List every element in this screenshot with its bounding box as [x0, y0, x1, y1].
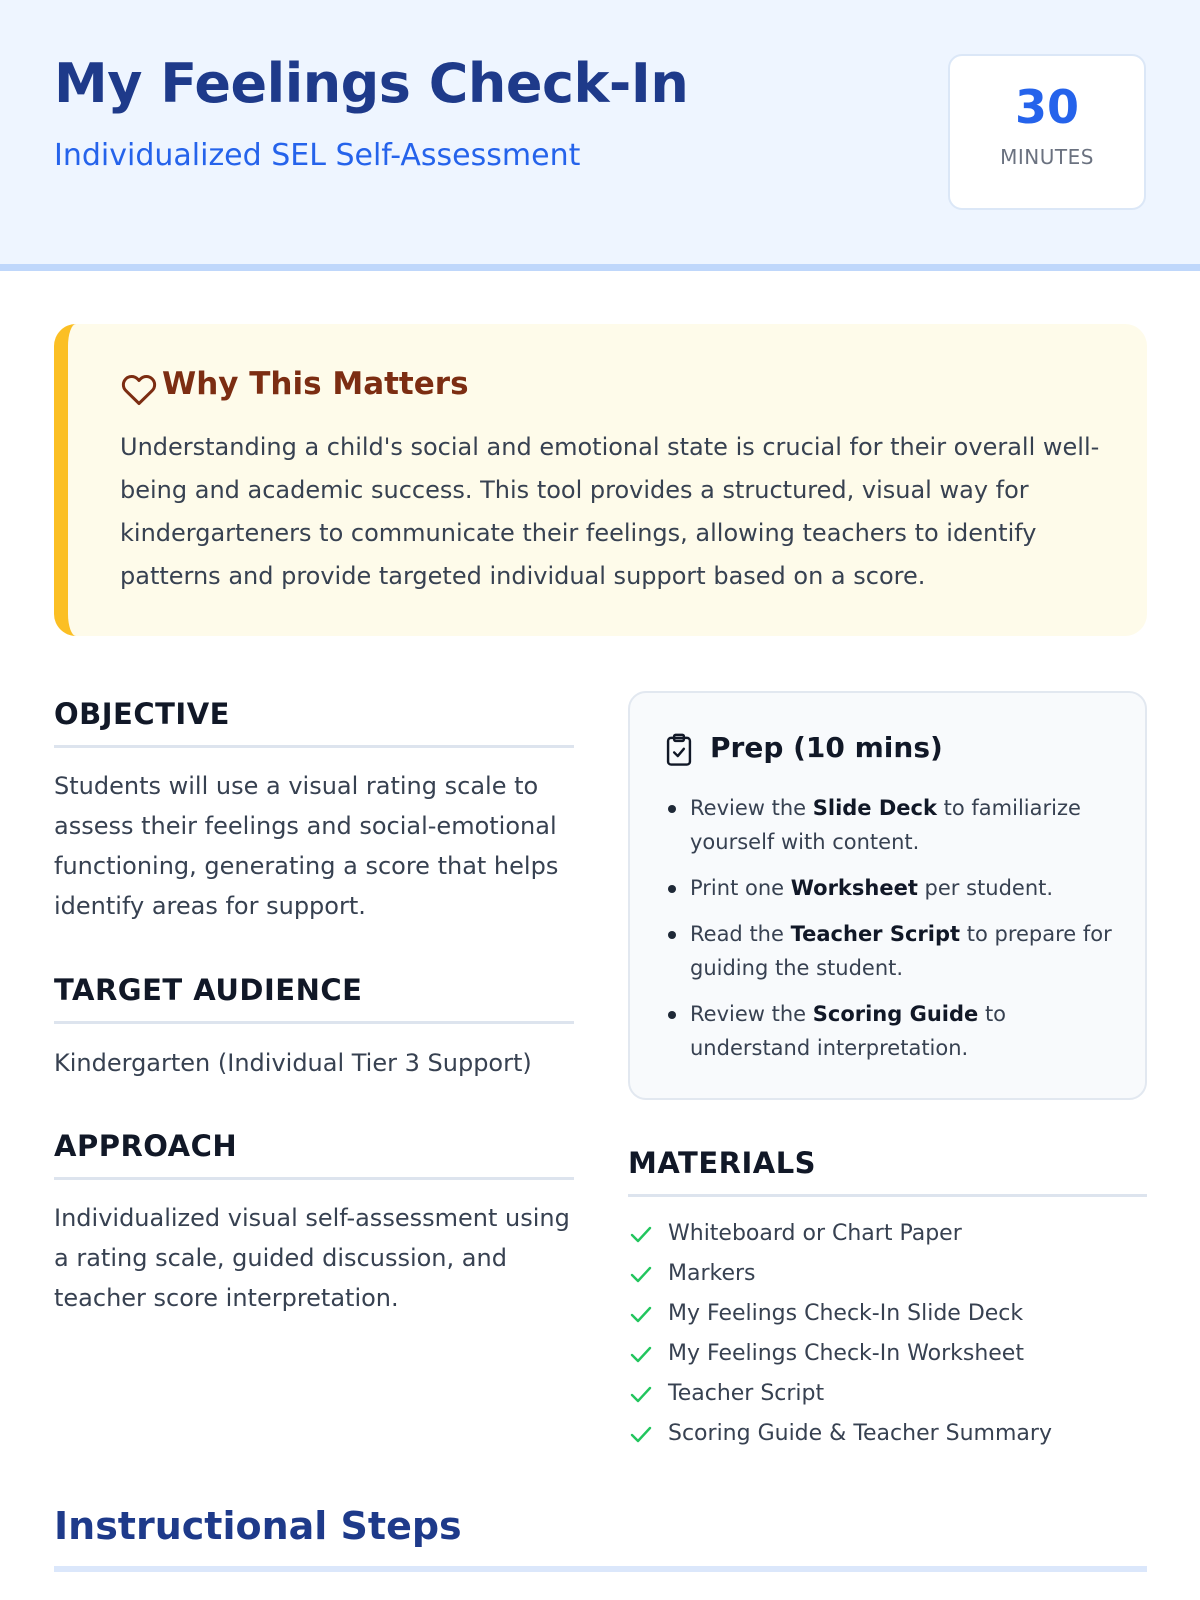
- target-audience-text: Kindergarten (Individual Tier 3 Support): [54, 1049, 532, 1077]
- page-title: My Feelings Check-In: [54, 52, 689, 115]
- heart-icon: [120, 372, 158, 408]
- prep-item: Review the Scoring Guide to understand interpretation.: [690, 997, 1130, 1065]
- materials-list: [628, 1214, 1147, 1454]
- materials-heading: MATERIALS: [628, 1146, 1147, 1197]
- prep-list: [690, 791, 1130, 1077]
- prep-item: Review the Slide Deck to familiarize yourself with content.: [690, 791, 1130, 859]
- material-item: Whiteboard or Chart Paper: [628, 1214, 1147, 1254]
- clipboard-check-icon: [664, 733, 694, 767]
- objective-text: Students will use a visual rating scale to assess their feelings and social-emotional functioning, generating a score that helps identify areas for support.: [54, 772, 559, 920]
- why-title: Why This Matters: [162, 366, 469, 402]
- prep-item: Read the Teacher Script to prepare for guiding the student.: [690, 917, 1130, 985]
- material-item: Markers: [628, 1254, 1147, 1294]
- why-header: [162, 366, 469, 402]
- prep-title: Prep (10 mins): [710, 731, 943, 764]
- material-item: Teacher Script: [628, 1374, 1147, 1414]
- material-item: My Feelings Check-In Worksheet: [628, 1334, 1147, 1374]
- checkmark-icon: [630, 1306, 652, 1323]
- duration-card: [948, 54, 1146, 210]
- objective-heading: OBJECTIVE: [54, 697, 574, 748]
- prep-card: [628, 691, 1147, 1100]
- material-item: My Feelings Check-In Slide Deck: [628, 1294, 1147, 1334]
- checkmark-icon: [630, 1346, 652, 1363]
- checkmark-icon: [630, 1226, 652, 1243]
- instructional-steps-heading: Instructional Steps: [54, 1504, 1147, 1572]
- header: [0, 0, 1200, 271]
- prep-item: Print one Worksheet per student.: [690, 871, 1130, 905]
- approach-text: Individualized visual self-assessment using a rating scale, guided discussion, and teacher score interpretation.: [54, 1204, 570, 1312]
- target-audience-heading: TARGET AUDIENCE: [54, 973, 574, 1024]
- checkmark-icon: [630, 1266, 652, 1283]
- duration-unit: MINUTES: [1000, 144, 1094, 169]
- why-this-matters-callout: [54, 324, 1147, 636]
- checkmark-icon: [630, 1426, 652, 1443]
- why-text: Understanding a child's social and emotional state is crucial for their overall well-being and academic success. This tool provides a structured, visual way for kindergarteners to communicate their feelings, allowing teachers to identify patterns and provide targeted individual support based on a score.: [120, 433, 1100, 590]
- material-item: Scoring Guide & Teacher Summary: [628, 1414, 1147, 1454]
- checkmark-icon: [630, 1386, 652, 1403]
- page-subtitle: Individualized SEL Self-Assessment: [54, 138, 581, 173]
- duration-value: 30: [1014, 80, 1079, 134]
- approach-heading: APPROACH: [54, 1129, 574, 1180]
